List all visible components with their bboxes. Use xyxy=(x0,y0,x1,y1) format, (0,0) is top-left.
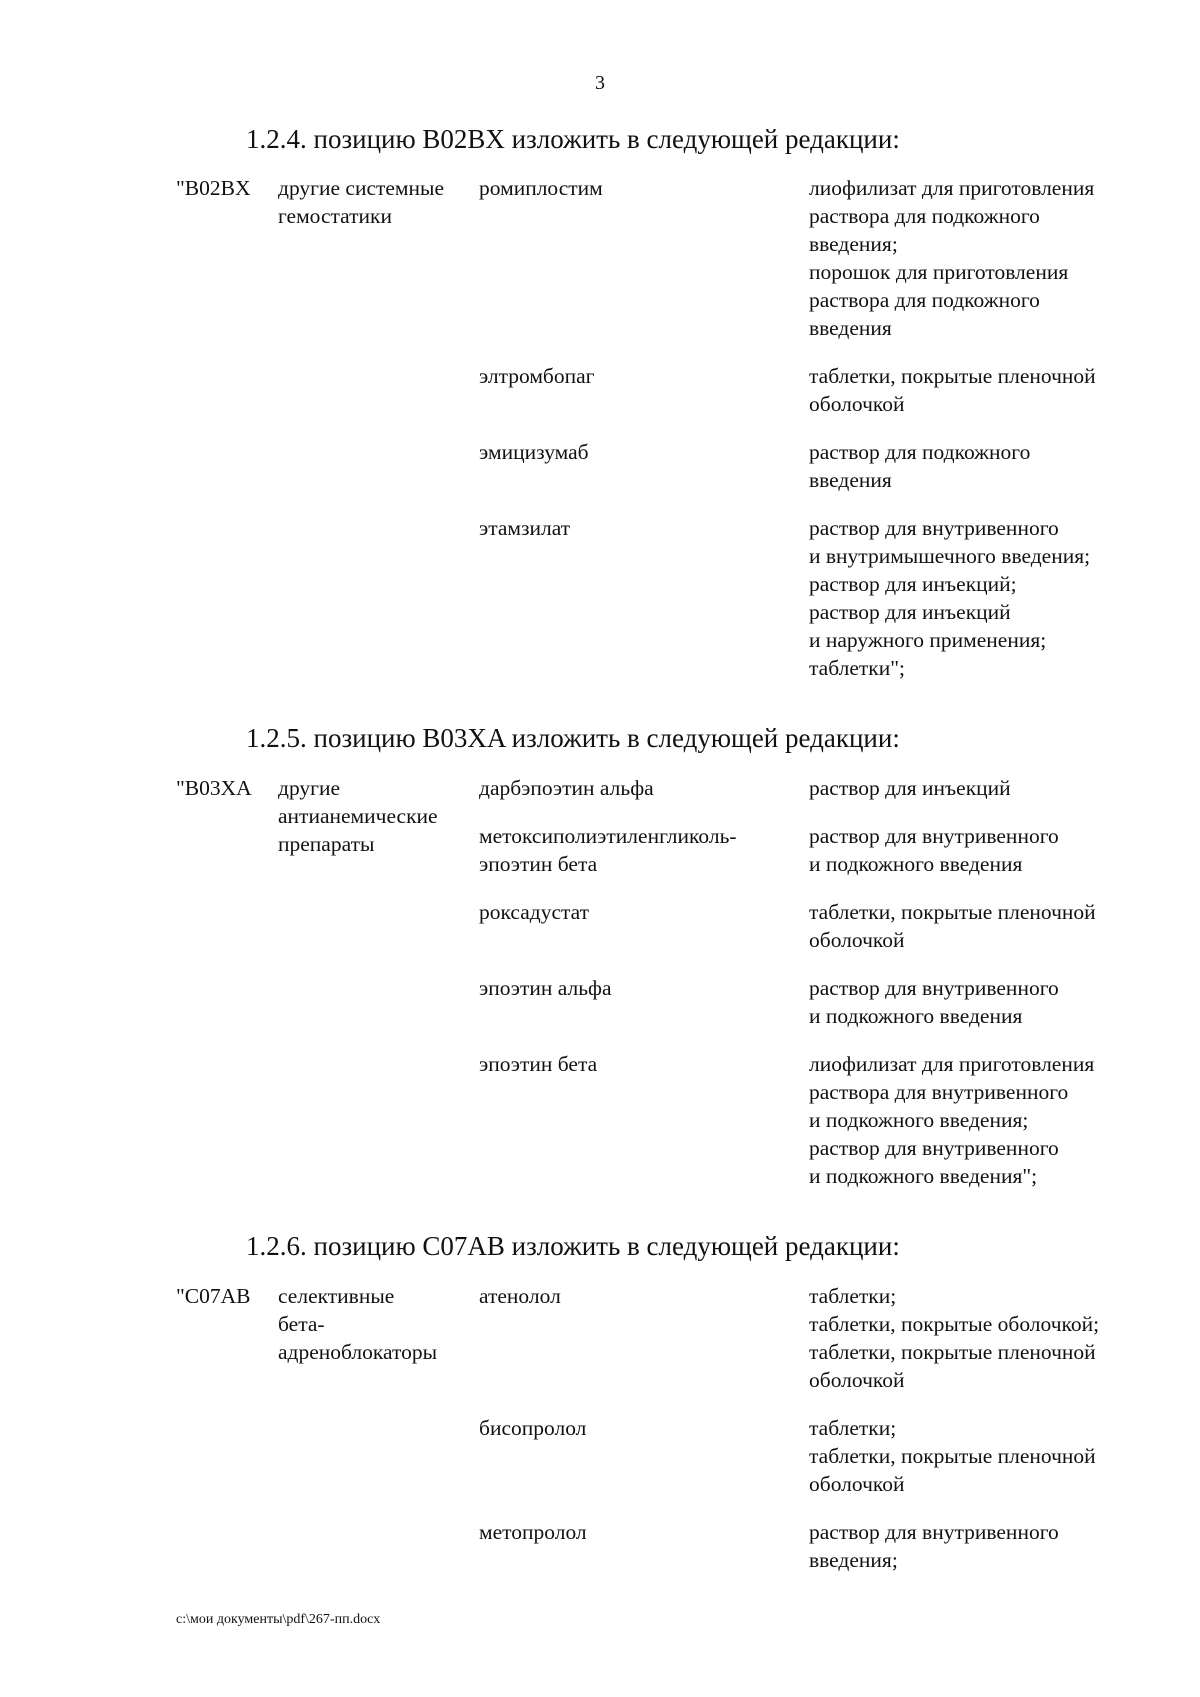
dosage-form xyxy=(809,174,1156,342)
form-line: таблетки, покрытые пленочной xyxy=(809,1444,1096,1468)
form-line: и подкожного введения; xyxy=(809,1108,1029,1132)
drug-table xyxy=(176,1282,1156,1574)
atc-group xyxy=(278,774,479,878)
form-line: лиофилизат для приготовления xyxy=(809,176,1095,200)
form-line: таблетки; xyxy=(809,1284,897,1308)
drug-line: атенолол xyxy=(479,1284,561,1308)
atc-code: "B03XA xyxy=(176,776,252,800)
dosage-form xyxy=(809,342,1156,418)
form-line: раствор для внутривенного xyxy=(809,824,1059,848)
drug-name xyxy=(479,418,809,494)
atc-group xyxy=(278,1282,479,1394)
form-line: лиофилизат для приготовления xyxy=(809,1052,1095,1076)
drug-name xyxy=(479,878,809,954)
table-row xyxy=(176,1498,1156,1574)
dosage-form xyxy=(809,418,1156,494)
group-line: бета- xyxy=(278,1312,325,1336)
group-line: селективные xyxy=(278,1284,395,1308)
drug-line: эпоэтин бета xyxy=(479,852,598,876)
dosage-form xyxy=(809,1394,1156,1498)
dosage-form xyxy=(809,1498,1156,1574)
table-row xyxy=(176,878,1156,954)
form-line: введения xyxy=(809,316,892,340)
dosage-form xyxy=(809,774,1156,802)
form-line: раствор для внутривенного xyxy=(809,1136,1059,1160)
drug-name xyxy=(479,342,809,418)
dosage-form xyxy=(809,494,1156,682)
drug-line: роксадустат xyxy=(479,900,590,924)
group-line: препараты xyxy=(278,832,375,856)
form-line: таблетки, покрытые пленочной xyxy=(809,1340,1096,1364)
drug-name xyxy=(479,802,809,878)
form-line: введения; xyxy=(809,232,898,256)
section-heading: 1.2.4. позицию B02BX изложить в следующей редакции: xyxy=(246,124,900,154)
table-row xyxy=(176,342,1156,418)
drug-line: ромиплостим xyxy=(479,176,603,200)
dosage-form xyxy=(809,1282,1156,1394)
atc-group xyxy=(278,174,479,342)
footer-file-path: c:\мои документы\pdf\267-пп.docx xyxy=(176,1612,381,1627)
page-number: 3 xyxy=(595,72,605,94)
dosage-form xyxy=(809,954,1156,1030)
form-line: раствора для подкожного xyxy=(809,288,1040,312)
drug-line: эмицизумаб xyxy=(479,440,589,464)
drug-line: дарбэпоэтин альфа xyxy=(479,776,654,800)
group-line: адреноблокаторы xyxy=(278,1340,438,1364)
drug-line: метопролол xyxy=(479,1520,587,1544)
form-line: и подкожного введения xyxy=(809,852,1023,876)
section-heading: 1.2.5. позицию B03XA изложить в следующей редакции: xyxy=(246,723,900,753)
form-line: оболочкой xyxy=(809,928,905,952)
drug-line: этамзилат xyxy=(479,516,571,540)
form-line: раствор для инъекций xyxy=(809,776,1011,800)
group-line: другие xyxy=(278,776,341,800)
drug-name xyxy=(479,1394,809,1498)
form-line: раствор для инъекций; xyxy=(809,572,1017,596)
form-line: оболочкой xyxy=(809,1368,905,1392)
table-row xyxy=(176,418,1156,494)
form-line: введения xyxy=(809,468,892,492)
form-line: и наружного применения; xyxy=(809,628,1047,652)
drug-name xyxy=(479,494,809,682)
drug-line: бисопролол xyxy=(479,1416,587,1440)
drug-line: эпоэтин бета xyxy=(479,1052,598,1076)
form-line: и подкожного введения"; xyxy=(809,1164,1038,1188)
form-line: оболочкой xyxy=(809,392,905,416)
drug-name xyxy=(479,1030,809,1190)
form-line: раствор для внутривенного xyxy=(809,516,1059,540)
atc-code: "B02BX xyxy=(176,176,251,200)
drug-line: элтромбопаг xyxy=(479,364,595,388)
table-row xyxy=(176,494,1156,682)
table-row xyxy=(176,1282,1156,1394)
form-line: введения; xyxy=(809,1548,898,1572)
group-line: антианемические xyxy=(278,804,438,828)
form-line: раствор для внутривенного xyxy=(809,976,1059,1000)
drug-name xyxy=(479,174,809,342)
group-line: гемостатики xyxy=(278,204,393,228)
form-line: раствора для подкожного xyxy=(809,204,1040,228)
form-line: и подкожного введения xyxy=(809,1004,1023,1028)
table-row xyxy=(176,174,1156,342)
table-row xyxy=(176,954,1156,1030)
drug-line: эпоэтин альфа xyxy=(479,976,612,1000)
form-line: раствор для подкожного xyxy=(809,440,1031,464)
dosage-form xyxy=(809,802,1156,878)
dosage-form xyxy=(809,1030,1156,1190)
atc-code: "C07AB xyxy=(176,1284,251,1308)
form-line: оболочкой xyxy=(809,1472,905,1496)
dosage-form xyxy=(809,878,1156,954)
form-line: таблетки, покрытые пленочной xyxy=(809,364,1096,388)
table-row xyxy=(176,1030,1156,1190)
form-line: раствора для внутривенного xyxy=(809,1080,1069,1104)
table-row xyxy=(176,774,1156,802)
table-row xyxy=(176,1394,1156,1498)
drug-name xyxy=(479,1498,809,1574)
form-line: таблетки; xyxy=(809,1416,897,1440)
form-line: раствор для внутривенного xyxy=(809,1520,1059,1544)
drug-table xyxy=(176,774,1156,1190)
drug-table xyxy=(176,174,1156,682)
drug-name xyxy=(479,954,809,1030)
form-line: таблетки, покрытые пленочной xyxy=(809,900,1096,924)
section-heading: 1.2.6. позицию C07AB изложить в следующей редакции: xyxy=(246,1231,900,1261)
group-line: другие системные xyxy=(278,176,445,200)
form-line: порошок для приготовления xyxy=(809,260,1069,284)
form-line: раствор для инъекций xyxy=(809,600,1011,624)
form-line: таблетки, покрытые оболочкой; xyxy=(809,1312,1100,1336)
drug-name xyxy=(479,1282,809,1394)
form-line: таблетки"; xyxy=(809,656,905,680)
drug-name xyxy=(479,774,809,802)
form-line: и внутримышечного введения; xyxy=(809,544,1091,568)
drug-line: метоксиполиэтиленгликоль- xyxy=(479,824,737,848)
